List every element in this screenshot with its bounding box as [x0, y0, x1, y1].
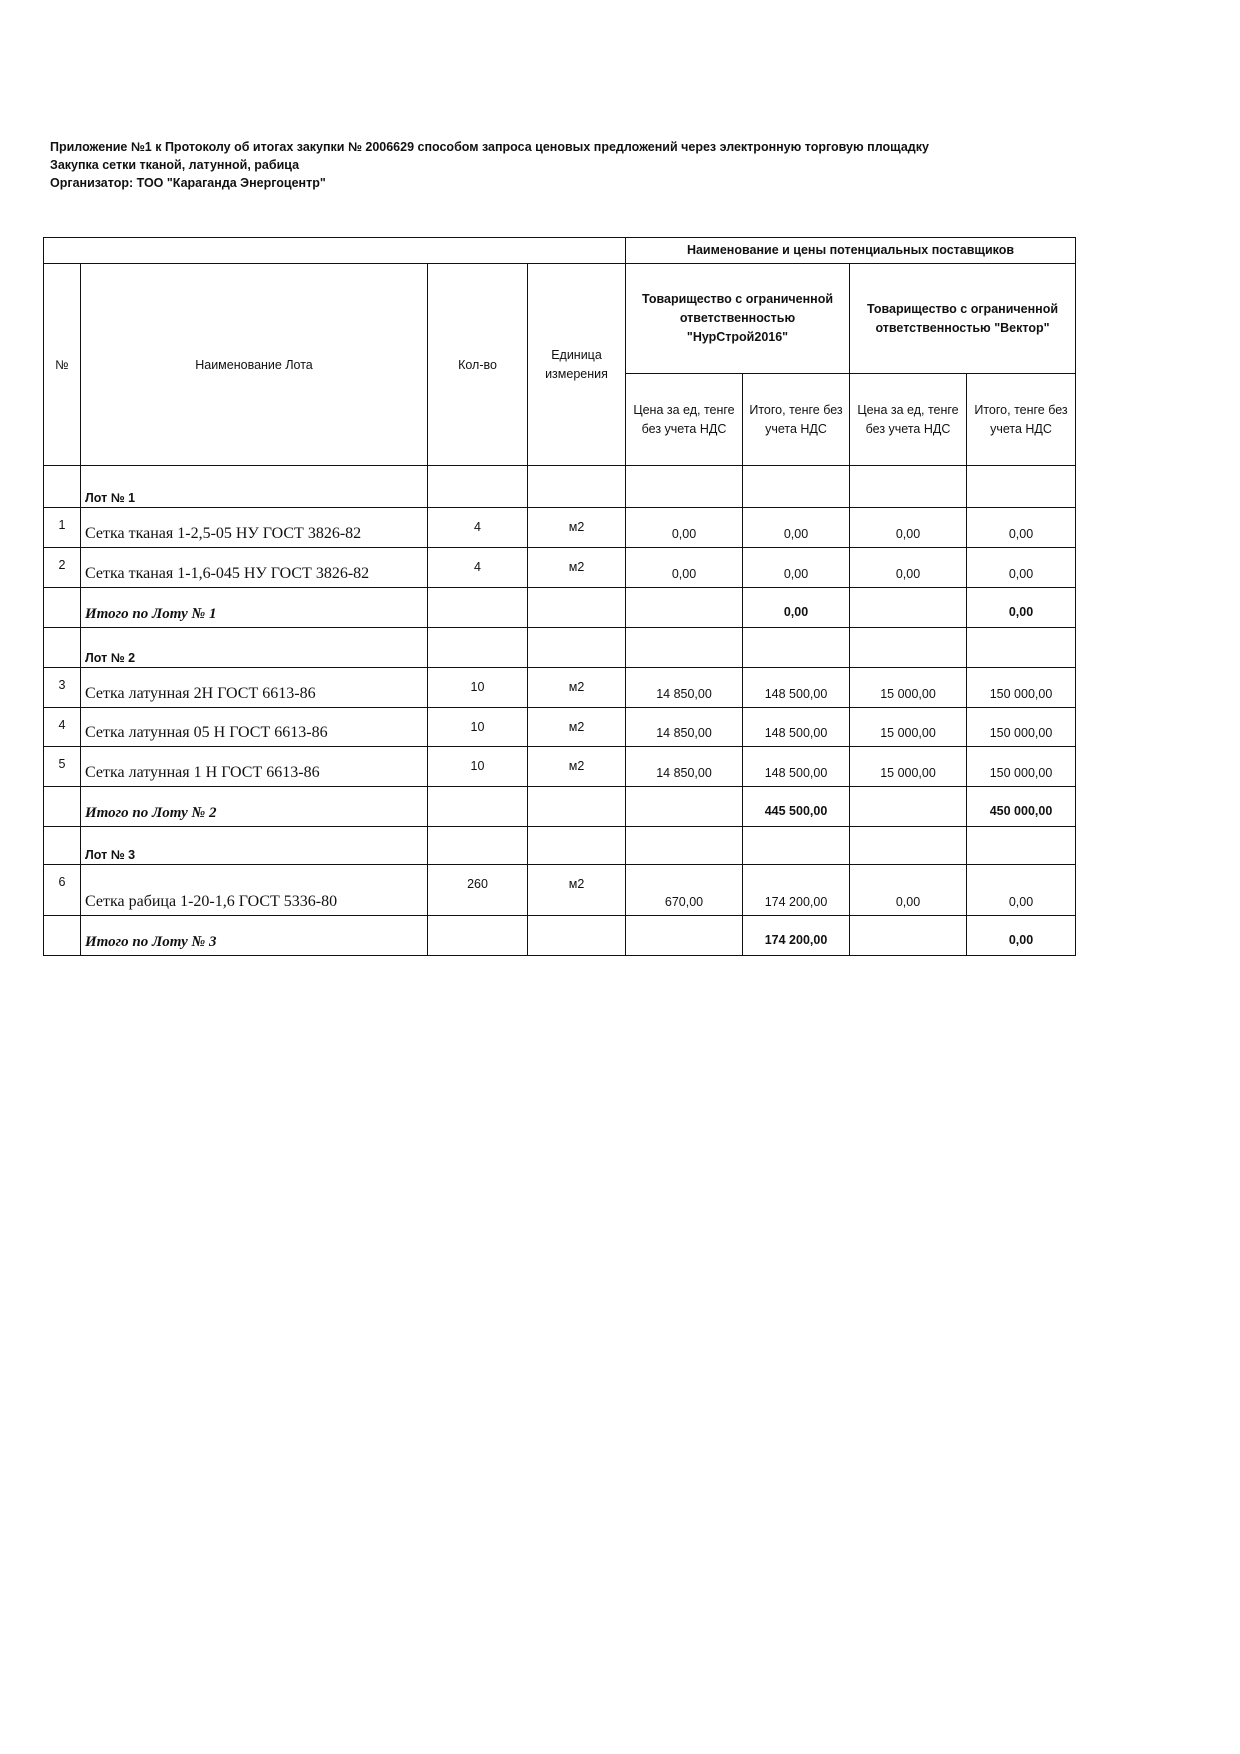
row-name: Сетка латунная 05 Н ГОСТ 6613-86 — [81, 708, 428, 747]
row-s2-price: 0,00 — [850, 508, 967, 548]
row-s1-price: 0,00 — [626, 508, 743, 548]
lot-row — [44, 466, 1076, 508]
lot-total-label: Итого по Лоту № 2 — [81, 787, 428, 827]
lot-total-s1: 174 200,00 — [743, 916, 850, 956]
lot-total-s2: 450 000,00 — [967, 787, 1076, 827]
row-qty: 10 — [428, 708, 528, 747]
table-row — [44, 508, 1076, 548]
supplier-2-price-header: Цена за ед, тенге без учета НДС — [850, 374, 967, 466]
row-unit: м2 — [528, 747, 626, 787]
row-no: 3 — [44, 668, 81, 708]
row-no: 5 — [44, 747, 81, 787]
row-s1-total: 174 200,00 — [743, 865, 850, 916]
row-s2-total: 150 000,00 — [967, 747, 1076, 787]
row-qty: 4 — [428, 508, 528, 548]
lot-row — [44, 628, 1076, 668]
row-s2-total: 0,00 — [967, 865, 1076, 916]
table-row — [44, 708, 1076, 747]
organizer: Организатор: ТОО "Караганда Энергоцентр" — [50, 176, 326, 190]
row-no: 1 — [44, 508, 81, 548]
col-header-no: № — [44, 264, 81, 466]
lot-total-label: Итого по Лоту № 1 — [81, 588, 428, 628]
row-s1-price: 14 850,00 — [626, 747, 743, 787]
row-s1-total: 148 500,00 — [743, 668, 850, 708]
row-qty: 260 — [428, 865, 528, 916]
lot-title: Лот № 3 — [81, 827, 428, 865]
row-s1-total: 148 500,00 — [743, 708, 850, 747]
lot-total-s1: 0,00 — [743, 588, 850, 628]
supplier-1-price-header: Цена за ед, тенге без учета НДС — [626, 374, 743, 466]
table-row — [44, 668, 1076, 708]
row-qty: 10 — [428, 668, 528, 708]
row-name: Сетка тканая 1-1,6-045 НУ ГОСТ 3826-82 — [81, 548, 428, 588]
row-no: 2 — [44, 548, 81, 588]
row-s2-price: 0,00 — [850, 865, 967, 916]
row-s1-price: 0,00 — [626, 548, 743, 588]
row-s1-total: 0,00 — [743, 548, 850, 588]
row-no: 4 — [44, 708, 81, 747]
row-name: Сетка латунная 1 Н ГОСТ 6613-86 — [81, 747, 428, 787]
supplier-2-total-header: Итого, тенге без учета НДС — [967, 374, 1076, 466]
supplier-1-name: Товарищество с ограниченной ответственностью "НурСтрой2016" — [626, 264, 850, 374]
row-s1-price: 14 850,00 — [626, 708, 743, 747]
lot-total-s1: 445 500,00 — [743, 787, 850, 827]
lot-title: Лот № 1 — [81, 466, 428, 508]
row-s2-price: 15 000,00 — [850, 708, 967, 747]
row-s2-total: 0,00 — [967, 548, 1076, 588]
header-empty-cell — [44, 238, 626, 264]
row-s2-price: 15 000,00 — [850, 747, 967, 787]
row-unit: м2 — [528, 865, 626, 916]
row-unit: м2 — [528, 668, 626, 708]
lot-total-label: Итого по Лоту № 3 — [81, 916, 428, 956]
document-header — [50, 138, 1150, 192]
row-no: 6 — [44, 865, 81, 916]
col-header-name: Наименование Лота — [81, 264, 428, 466]
lot-total-row — [44, 916, 1076, 956]
suppliers-price-table — [43, 237, 1076, 956]
row-unit: м2 — [528, 508, 626, 548]
table-row — [44, 548, 1076, 588]
purchase-subject: Закупка сетки тканой, латунной, рабица — [50, 158, 300, 172]
row-s1-price: 670,00 — [626, 865, 743, 916]
lot-title: Лот № 2 — [81, 628, 428, 668]
row-s1-total: 0,00 — [743, 508, 850, 548]
row-name: Сетка рабица 1-20-1,6 ГОСТ 5336-80 — [81, 865, 428, 916]
lot-total-row — [44, 787, 1076, 827]
table-header-row-2 — [44, 264, 1076, 374]
lot-row — [44, 827, 1076, 865]
lot-total-s2: 0,00 — [967, 916, 1076, 956]
row-s2-total: 0,00 — [967, 508, 1076, 548]
row-name: Сетка тканая 1-2,5-05 НУ ГОСТ 3826-82 — [81, 508, 428, 548]
row-s1-price: 14 850,00 — [626, 668, 743, 708]
row-qty: 4 — [428, 548, 528, 588]
suppliers-caption: Наименование и цены потенциальных поставщиков — [626, 238, 1076, 264]
row-s2-price: 0,00 — [850, 548, 967, 588]
lot-total-s2: 0,00 — [967, 588, 1076, 628]
row-s2-total: 150 000,00 — [967, 708, 1076, 747]
row-unit: м2 — [528, 708, 626, 747]
appendix-title: Приложение №1 к Протоколу об итогах закупки № 2006629 способом запроса ценовых предложений через электронную торговую площадку — [50, 140, 929, 154]
table-header-row-1 — [44, 238, 1076, 264]
row-s2-price: 15 000,00 — [850, 668, 967, 708]
row-name: Сетка латунная 2Н ГОСТ 6613-86 — [81, 668, 428, 708]
supplier-1-total-header: Итого, тенге без учета НДС — [743, 374, 850, 466]
row-qty: 10 — [428, 747, 528, 787]
row-s2-total: 150 000,00 — [967, 668, 1076, 708]
table-row — [44, 747, 1076, 787]
col-header-unit: Единица измерения — [528, 264, 626, 466]
supplier-2-name: Товарищество с ограниченной ответственностью "Вектор" — [850, 264, 1076, 374]
row-s1-total: 148 500,00 — [743, 747, 850, 787]
col-header-qty: Кол-во — [428, 264, 528, 466]
lot-total-row — [44, 588, 1076, 628]
table-row — [44, 865, 1076, 916]
row-unit: м2 — [528, 548, 626, 588]
